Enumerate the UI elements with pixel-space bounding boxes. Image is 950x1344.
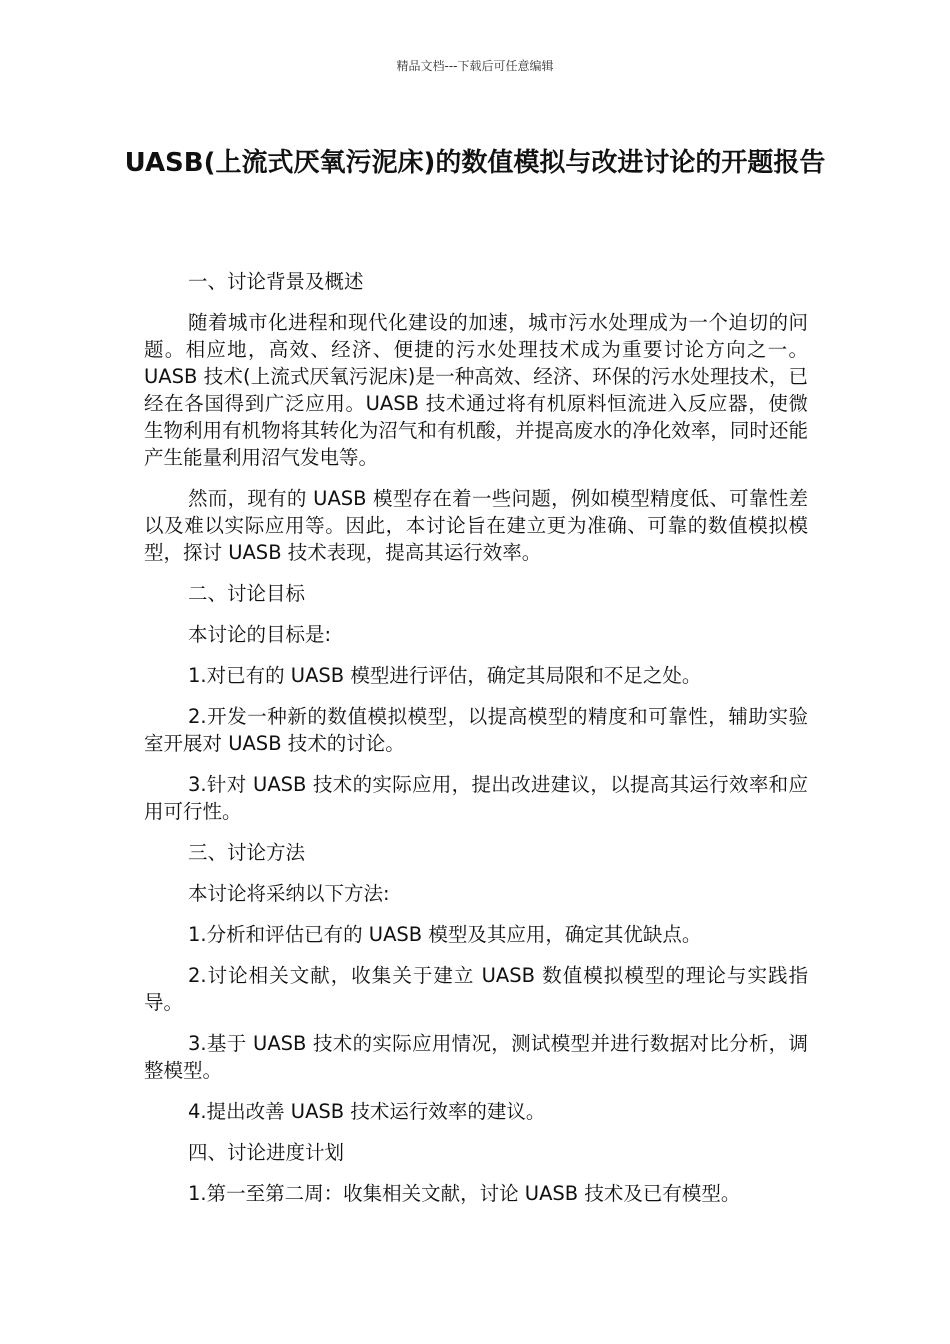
list-item-method-2: 2.讨论相关文献，收集关于建立 UASB 数值模拟模型的理论与实践指导。 xyxy=(144,964,808,1014)
section-heading-goals: 二、讨论目标 xyxy=(188,582,306,605)
section-heading-background: 一、讨论背景及概述 xyxy=(188,270,364,293)
header-note: 精品文档---下载后可任意编辑 xyxy=(396,59,554,73)
list-item-method-3: 3.基于 UASB 技术的实际应用情况，测试模型并进行数据对比分析，调整模型。 xyxy=(144,1032,808,1082)
paragraph-goals-intro: 本讨论的目标是: xyxy=(188,623,332,646)
document-title: UASB(上流式厌氧污泥床)的数值模拟与改进讨论的开题报告 xyxy=(124,148,826,178)
list-item-goal-1: 1.对已有的 UASB 模型进行评估，确定其局限和不足之处。 xyxy=(188,664,702,687)
list-item-goal-2: 2.开发一种新的数值模拟模型，以提高模型的精度和可靠性，辅助实验室开展对 UASB 技术的讨论。 xyxy=(144,705,808,755)
list-item-method-4: 4.提出改善 UASB 技术运行效率的建议。 xyxy=(188,1100,546,1123)
section-heading-methods: 三、讨论方法 xyxy=(188,841,306,864)
paragraph-background: 随着城市化进程和现代化建设的加速，城市污水处理成为一个迫切的问题。相应地，高效、经济、便捷的污水处理技术成为重要讨论方向之一。UASB 技术(上流式厌氧污泥床)是一种高效、经济、环保的污水处理技术，已经在各国得到广泛应用。UASB 技术通过将有机原料恒流进入反应器，使微生物利用有机物将其转化为沼气和有机酸，并提高废水的净化效率，同时还能产生能量利用沼气发电等。 xyxy=(144,311,808,469)
paragraph-problems: 然而，现有的 UASB 模型存在着一些问题，例如模型精度低、可靠性差以及难以实际应用等。因此，本讨论旨在建立更为准确、可靠的数值模拟模型，探讨 UASB 技术表现，提高其运行效率。 xyxy=(144,487,808,564)
document-body xyxy=(144,268,808,1221)
list-item-goal-3: 3.针对 UASB 技术的实际应用，提出改进建议，以提高其运行效率和应用可行性。 xyxy=(144,773,808,823)
section-heading-schedule: 四、讨论进度计划 xyxy=(188,1141,345,1164)
list-item-schedule-1: 1.第一至第二周：收集相关文献，讨论 UASB 技术及已有模型。 xyxy=(188,1182,741,1205)
paragraph-methods-intro: 本讨论将采纳以下方法: xyxy=(188,882,390,905)
list-item-method-1: 1.分析和评估已有的 UASB 模型及其应用，确定其优缺点。 xyxy=(188,923,702,946)
